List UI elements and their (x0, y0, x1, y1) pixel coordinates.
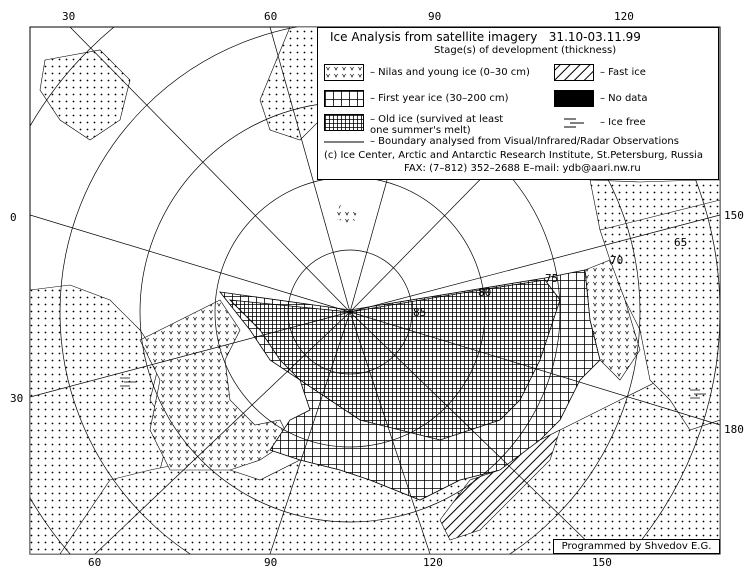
ice-free-icon (562, 114, 586, 131)
swatch-fast-ice (554, 64, 594, 81)
swatch-no-data (554, 90, 594, 107)
top-label-90: 90 (428, 10, 442, 23)
legend-credit: (c) Ice Center, Arctic and Antarctic Research Institute, St.Petersburg, Russia (324, 150, 703, 161)
legend-boundary-label: – Boundary analysed from Visual/Infrared/Radar Observations (370, 136, 679, 147)
top-label-60: 60 (264, 10, 278, 23)
lat-label-80: 80 (478, 286, 492, 299)
legend-title (330, 30, 641, 44)
left-label-0: 0 (10, 211, 17, 224)
legend-nilas-label: – Nilas and young ice (0–30 cm) (370, 67, 530, 78)
lat-label-75: 75 (545, 272, 559, 285)
lat-label-70: 70 (610, 254, 624, 267)
top-label-30: 30 (62, 10, 76, 23)
swatch-first-year (324, 90, 364, 107)
legend-old-ice-label (370, 114, 503, 136)
legend-ice-free-label: – Ice free (600, 117, 646, 128)
legend-contact: FAX: (7–812) 352–2688 E–mail: ydb@aari.nw.ru (404, 163, 641, 174)
lat-label-85: 85 (413, 306, 427, 319)
swatch-nilas (324, 64, 364, 81)
legend-subtitle: Stage(s) of development (thickness) (434, 45, 617, 56)
top-label-120: 120 (614, 10, 634, 23)
lat-label-65: 65 (674, 236, 688, 249)
bottom-label-90: 90 (264, 556, 278, 569)
legend-fast-ice-label: – Fast ice (600, 67, 646, 78)
legend-no-data-label: – No data (600, 93, 648, 104)
swatch-old-ice (324, 114, 364, 131)
right-label-180: 180 (724, 423, 744, 436)
programmer-signature: Programmed by Shvedov E.G. (553, 539, 720, 554)
legend-old-ice-line1: – Old ice (survived at least (370, 114, 504, 125)
right-label-150: 150 (724, 209, 744, 222)
legend-old-ice-line2: one summer's melt) (370, 125, 471, 136)
legend-box (317, 27, 719, 180)
boundary-line-swatch (324, 138, 364, 146)
legend-dates: 31.10-03.11.99 (548, 30, 641, 44)
bottom-label-150: 150 (592, 556, 612, 569)
bottom-label-60: 60 (88, 556, 102, 569)
legend-first-year-label: – First year ice (30–200 cm) (370, 93, 509, 104)
bottom-label-120: 120 (423, 556, 443, 569)
legend-title-text: Ice Analysis from satellite imagery (330, 30, 538, 44)
left-label-30: 30 (10, 392, 24, 405)
